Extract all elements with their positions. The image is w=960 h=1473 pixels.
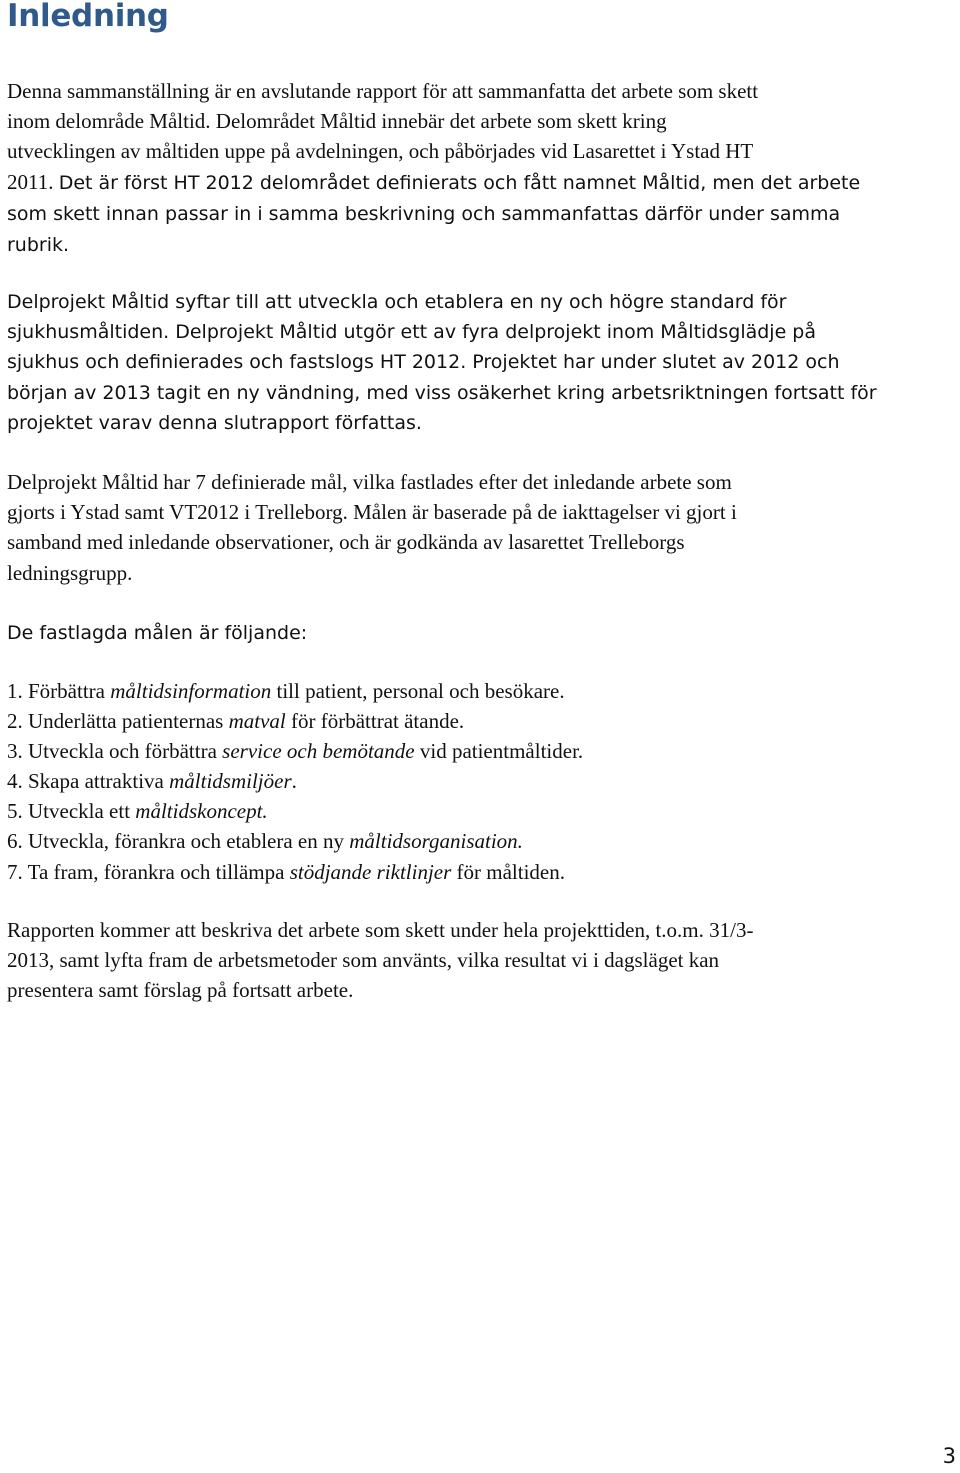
section-heading: Inledning [7, 0, 169, 34]
goal-item: 5. Utveckla ett måltidskoncept. [7, 799, 268, 824]
page-number: 3 [942, 1444, 956, 1468]
goal-item: 1. Förbättra måltidsinformation till patient, personal och besökare. [7, 679, 565, 703]
goal-item: 4. Skapa attraktiva måltidsmiljöer. [7, 769, 297, 794]
purpose-paragraph: Delprojekt Måltid syftar till att utveckla och etablera en ny och högre standard för sjukhusmåltiden. Delprojekt Måltid utgör ett av fyra delprojekt inom Måltidsglädje på sjukhus och definierades och fastslogs HT 2012. Projektet har under slutet av 2012 och början av 2013 tagit en ny vändning, med viss osäkerhet kring arbetsriktningen fortsatt för projektet varav denna slutrapport författas. [7, 291, 877, 434]
goals-intro: De fastlagda målen är följande: [7, 622, 308, 644]
goal-emphasis: måltidskoncept. [135, 799, 268, 824]
goal-emphasis: måltidsinformation [110, 679, 272, 703]
goal-emphasis: måltidsmiljöer [169, 769, 292, 794]
intro-text-serif: Denna sammanställning är en avslutande rapport för att sammanfatta det arbete som skett inom delområde Måltid. Delområdet Måltid innebär det arbete som skett kring utvecklingen av måltiden uppe på avdelningen, och påbörjades vid Lasarettet i Ystad HT 2011. [7, 79, 759, 194]
intro-paragraph [7, 76, 955, 260]
goal-emphasis: service och bemötande [222, 739, 415, 764]
goal-emphasis: matval [228, 709, 286, 734]
goal-emphasis: måltidsorganisation. [349, 829, 523, 854]
goals-background-paragraph: Delprojekt Måltid har 7 definierade mål, vilka fastlades efter det inledande arbete som gjorts i Ystad samt VT2012 i Trelleborg. Målen är baserade på de iakttagelser vi gjort i samband med inledande observationer, och är godkända av lasarettet Trelleborgs ledningsgrupp. [7, 470, 737, 585]
intro-text-sans: Det är först HT 2012 delområdet definierats och fått namnet Måltid, men det arbete som skett innan passar in i samma beskrivning och sammanfattas därför under samma rubrik. [7, 171, 861, 257]
goals-list [7, 676, 955, 887]
goal-item: 6. Utveckla, förankra och etablera en ny måltidsorganisation. [7, 829, 523, 854]
goal-emphasis: stödjande riktlinjer [289, 859, 452, 884]
closing-paragraph: Rapporten kommer att beskriva det arbete som skett under hela projekttiden, t.o.m. 31/3- 2013, samt lyfta fram de arbetsmetoder som använts, vilka resultat vi i dagsläget kan presentera samt förslag på fortsatt arbete. [7, 918, 754, 1003]
goal-item: 3. Utveckla och förbättra service och bemötande vid patientmåltider. [7, 739, 584, 764]
goal-item: 7. Ta fram, förankra och tillämpa stödjande riktlinjer för måltiden. [7, 859, 565, 884]
goal-item: 2. Underlätta patienternas matval för förbättrat ätande. [7, 709, 465, 734]
